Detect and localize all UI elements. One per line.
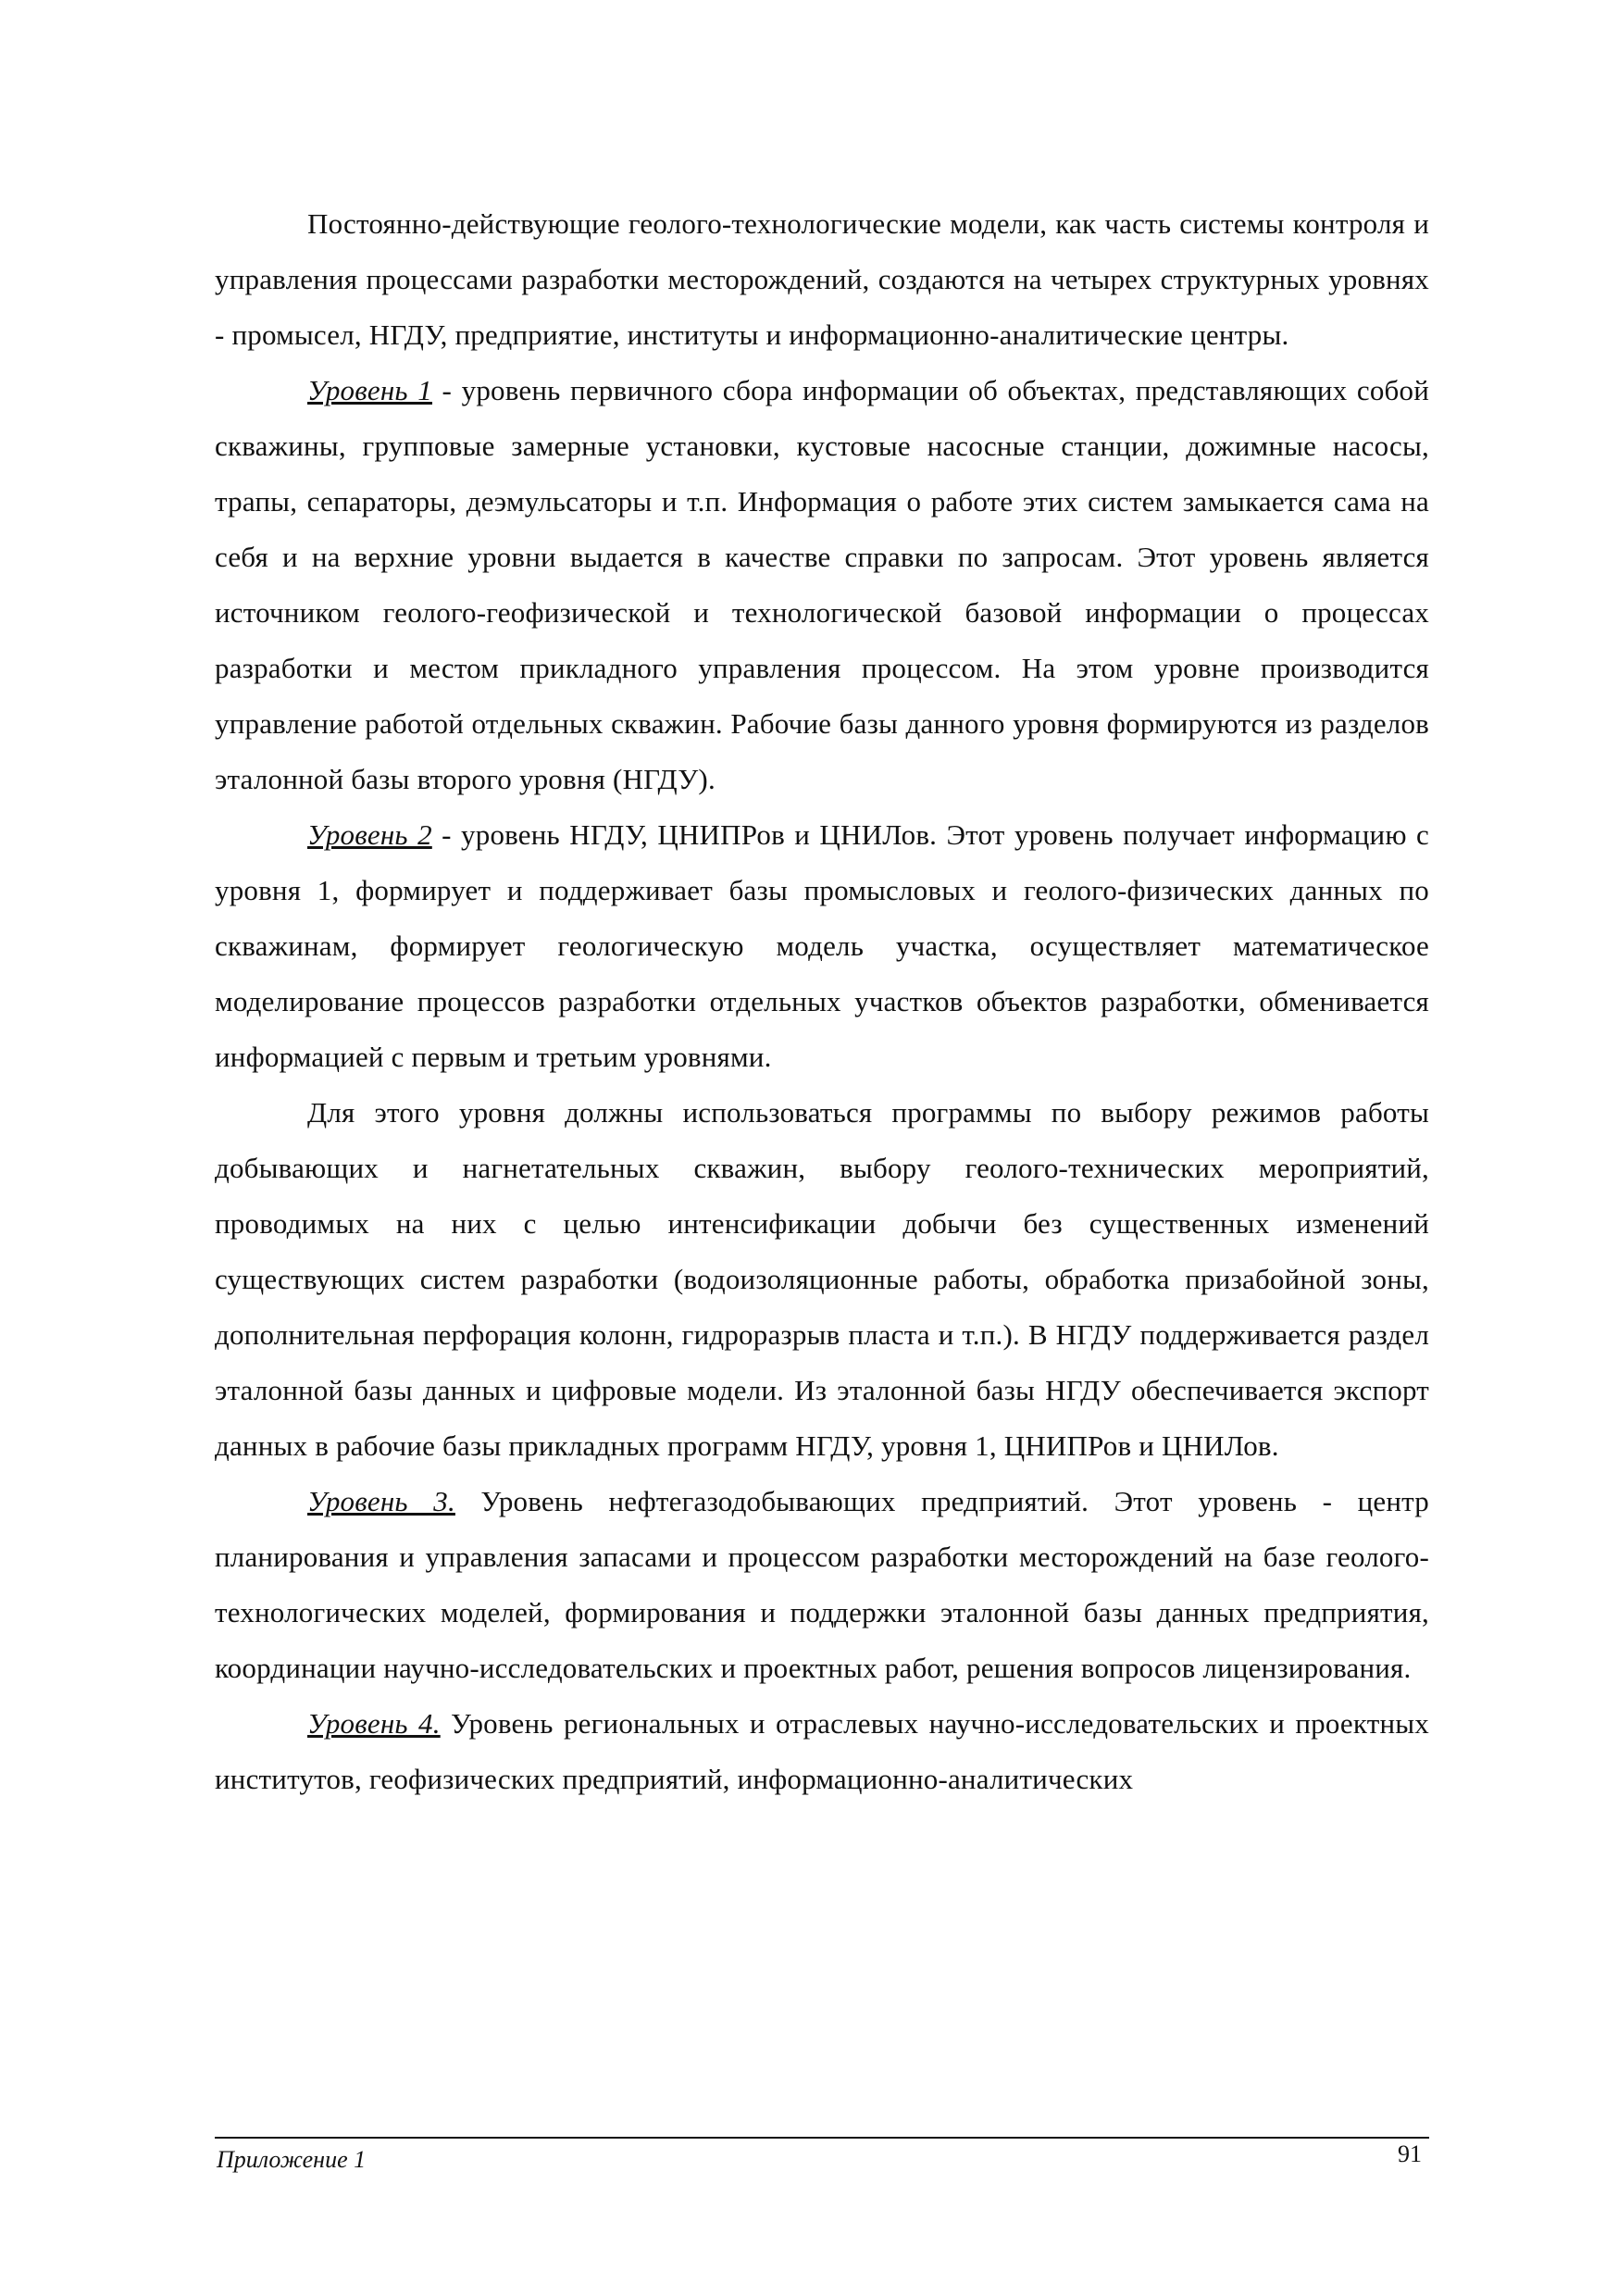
level-3-label: Уровень 3.: [307, 1485, 455, 1517]
paragraph-level-2: [215, 807, 1429, 1085]
paragraph-text: Уровень нефтегазодобывающих предприятий. Этот уровень - центр планирования и управления запасами и процессом разработки месторождений на базе геолого-технологических моделей, формирования и поддержки эталонной базы данных предприятия, координации научно-исследовательских и проектных работ, решения вопросов лицензирования.: [215, 1485, 1429, 1684]
paragraph-programs: [215, 1085, 1429, 1474]
level-1-label: Уровень 1: [307, 374, 432, 406]
paragraph-level-1: [215, 363, 1429, 807]
level-2-label: Уровень 2: [307, 818, 432, 851]
paragraph-text: Уровень региональных и отраслевых научно-исследовательских и проектных институтов, геофизических предприятий, информационно-аналитических: [215, 1707, 1429, 1795]
footer-appendix-label: Приложение 1: [217, 2146, 367, 2173]
footer-divider: [215, 2137, 1429, 2139]
level-4-label: Уровень 4.: [307, 1707, 441, 1740]
paragraph-level-4: [215, 1696, 1429, 1807]
body-text: [215, 196, 1429, 1807]
paragraph-text: Для этого уровня должны использоваться программы по выбору режимов работы добывающих и нагнетательных скважин, выбору геолого-технических мероприятий, проводимых на них с целью интенсификации добычи без существенных изменений существующих систем разработки (водоизоляционные работы, обработка призабойной зоны, дополнительная перфорация колонн, гидроразрыв пласта и т.п.). В НГДУ поддерживается раздел эталонной базы данных и цифровые модели. Из эталонной базы НГДУ обеспечивается экспорт данных в рабочие базы прикладных программ НГДУ, уровня 1, ЦНИПРов и ЦНИЛов.: [215, 1096, 1429, 1462]
paragraph-text: Постоянно-действующие геолого-технологические модели, как часть системы контроля и управления процессами разработки месторождений, создаются на четырех структурных уровнях - промысел, НГДУ, предприятие, институты и информационно-аналитические центры.: [215, 207, 1429, 351]
page-number: 91: [1398, 2140, 1422, 2167]
paragraph-level-3: [215, 1474, 1429, 1696]
paragraph-text: - уровень первичного сбора информации об объектах, представляющих собой скважины, групповые замерные установки, кустовые насосные станции, дожимные насосы, трапы, сепараторы, деэмульсаторы и т.п. Информация о работе этих систем замыкается сама на себя и на верхние уровни выдается в качестве справки по запросам. Этот уровень является источником геолого-геофизической и технологической базовой информации о процессах разработки и местом прикладного управления процессом. На этом уровне производится управление работой отдельных скважин. Рабочие базы данного уровня формируются из разделов эталонной базы второго уровня (НГДУ).: [215, 374, 1429, 795]
paragraph-intro: [215, 196, 1429, 363]
paragraph-text: - уровень НГДУ, ЦНИПРов и ЦНИЛов. Этот уровень получает информацию с уровня 1, формирует и поддерживает базы промысловых и геолого-физических данных по скважинам, формирует геологическую модель участка, осуществляет математическое моделирование процессов разработки отдельных участков объектов разработки, обменивается информацией с первым и третьим уровнями.: [215, 818, 1430, 1073]
